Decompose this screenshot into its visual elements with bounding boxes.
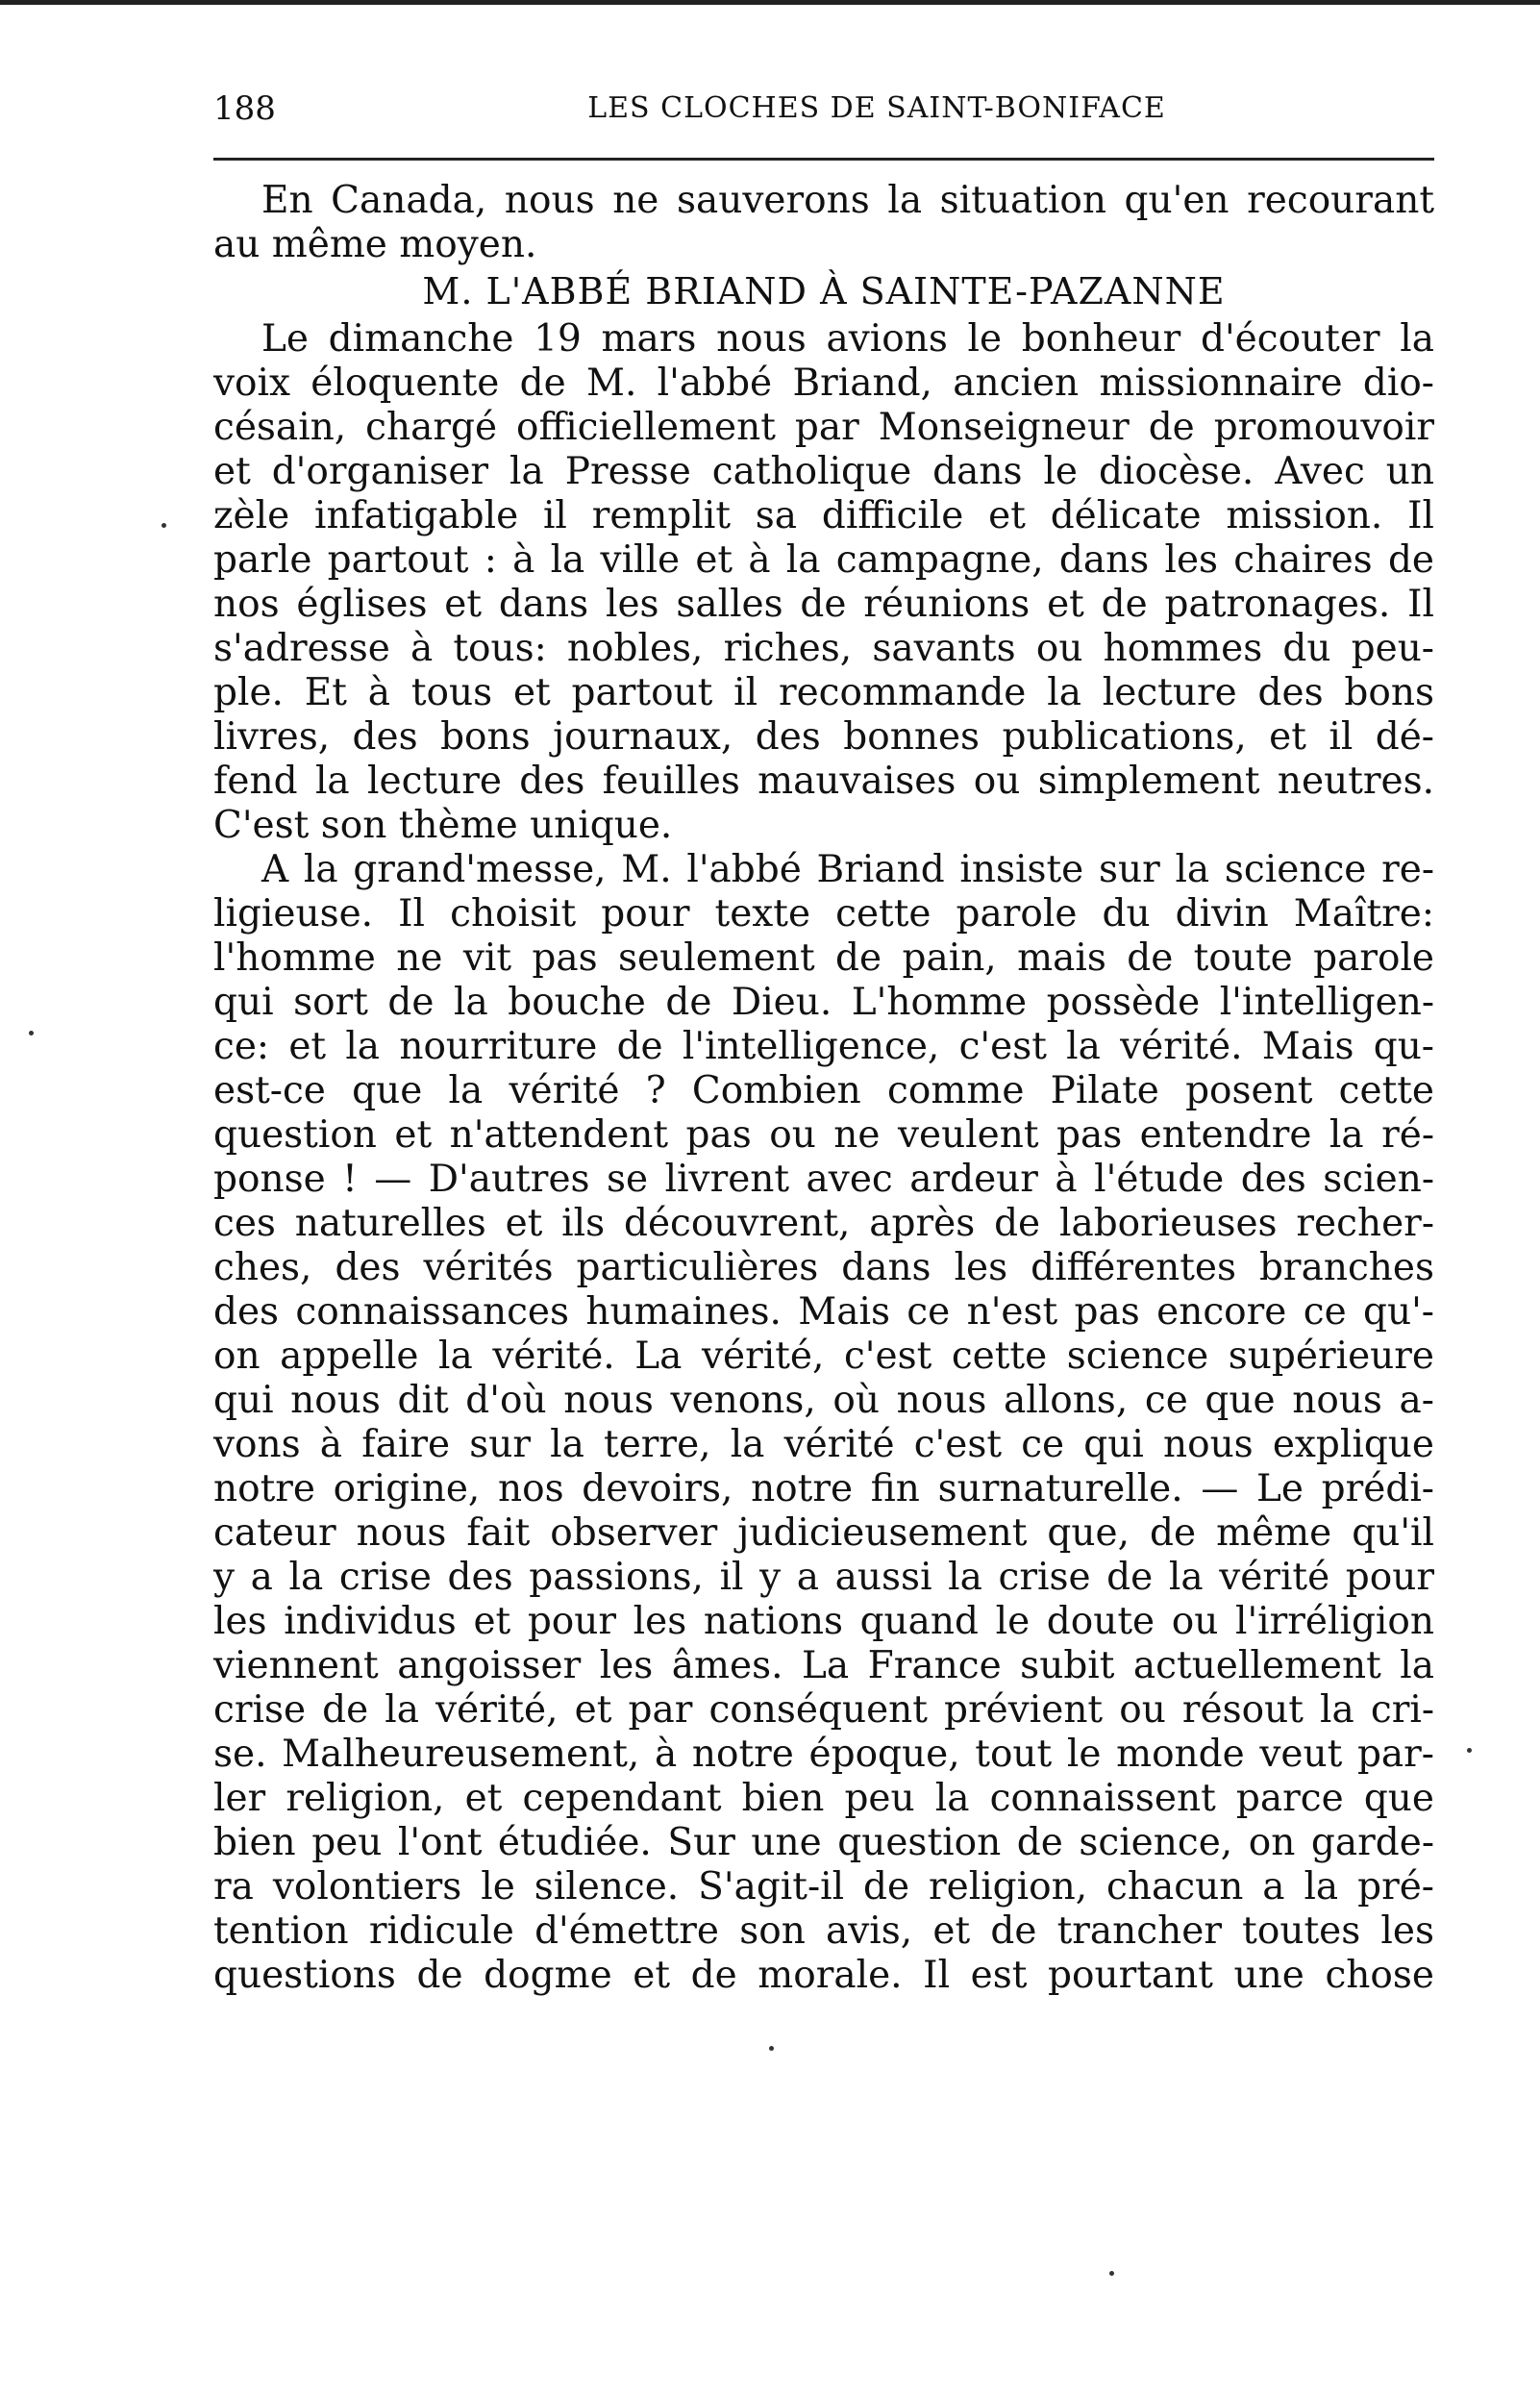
text-line: parle partout : à la ville et à la campagne, dans les chaires de [213, 538, 1434, 582]
text-line: qui sort de la bouche de Dieu. L'homme possède l'intelligen- [213, 981, 1434, 1024]
text-line: bien peu l'ont étudiée. Sur une question de science, on garde- [213, 1821, 1434, 1864]
header-rule [213, 158, 1434, 161]
text-line: questions de dogme et de morale. Il est pourtant une chose [213, 1954, 1434, 1997]
text-line: fend la lecture des feuilles mauvaises ou simplement neutres. [213, 760, 1434, 803]
text-line: voix éloquente de M. l'abbé Briand, ancien missionnaire dio- [213, 362, 1434, 405]
text-line: C'est son thème unique. [213, 804, 673, 847]
text-line: et d'organiser la Presse catholique dans le diocèse. Avec un [213, 450, 1434, 493]
body-text [213, 179, 1434, 1998]
text-line: qui nous dit d'où nous venons, où nous allons, ce que nous a- [213, 1379, 1434, 1422]
print-speck [161, 523, 166, 528]
text-line: au même moyen. [213, 223, 537, 266]
text-line: Le dimanche 19 mars nous avions le bonheur d'écouter la [261, 317, 1434, 361]
paragraph-1 [213, 317, 1434, 848]
print-speck [1109, 2271, 1114, 2276]
text-line: tention ridicule d'émettre son avis, et de trancher toutes les [213, 1909, 1434, 1953]
text-line: ple. Et à tous et partout il recommande la lecture des bons [213, 671, 1434, 714]
text-line: ligieuse. Il choisit pour texte cette parole du divin Maître: [213, 892, 1434, 936]
page-top-border [0, 0, 1540, 5]
intro-paragraph [213, 179, 1434, 267]
text-line: zèle infatigable il remplit sa difficile et délicate mission. Il [213, 494, 1434, 537]
text-line: s'adresse à tous: nobles, riches, savants ou hommes du peu- [213, 627, 1434, 670]
text-line: nos églises et dans les salles de réunions et de patronages. Il [213, 583, 1434, 626]
page-header [213, 85, 1434, 133]
text-line: ce: et la nourriture de l'intelligence, c'est la vérité. Mais qu- [213, 1025, 1434, 1068]
text-line: ches, des vérités particulières dans les différentes branches [213, 1246, 1434, 1289]
print-speck [769, 2046, 774, 2051]
text-line: ponse ! — D'autres se livrent avec ardeur à l'étude des scien- [213, 1158, 1434, 1201]
text-line: ces naturelles et ils découvrent, après de laborieuses recher- [213, 1202, 1434, 1245]
page-number: 188 [213, 89, 276, 128]
section-heading: M. L'ABBÉ BRIAND À SAINTE-PAZANNE [422, 270, 1226, 312]
text-line: césain, chargé officiellement par Monseigneur de promouvoir [213, 406, 1434, 449]
text-line: ler religion, et cependant bien peu la connaissent parce que [213, 1777, 1434, 1820]
text-line: livres, des bons journaux, des bonnes publications, et il dé- [213, 715, 1434, 759]
text-line: cateur nous fait observer judicieusement que, de même qu'il [213, 1511, 1434, 1555]
text-line: y a la crise des passions, il y a aussi la crise de la vérité pour [213, 1556, 1434, 1599]
text-line: est-ce que la vérité ? Combien comme Pilate posent cette [213, 1069, 1434, 1112]
paragraph-2 [213, 848, 1434, 1998]
text-line: l'homme ne vit pas seulement de pain, mais de toute parole [213, 936, 1434, 980]
text-line: vons à faire sur la terre, la vérité c'est ce qui nous explique [213, 1423, 1434, 1466]
text-line: viennent angoisser les âmes. La France subit actuellement la [213, 1644, 1434, 1687]
print-speck [1467, 1748, 1472, 1753]
text-line: question et n'attendent pas ou ne veulent pas entendre la ré- [213, 1113, 1434, 1157]
text-line: les individus et pour les nations quand le doute ou l'irréligion [213, 1600, 1434, 1643]
print-speck [29, 1031, 34, 1035]
text-line: crise de la vérité, et par conséquent prévient ou résout la cri- [213, 1688, 1434, 1732]
text-line: se. Malheureusement, à notre époque, tout le monde veut par- [213, 1733, 1434, 1776]
text-line: A la grand'messe, M. l'abbé Briand insiste sur la science re- [261, 848, 1434, 891]
text-line: des connaissances humaines. Mais ce n'est pas encore ce qu'- [213, 1290, 1434, 1334]
text-line: ra volontiers le silence. S'agit-il de religion, chacun a la pré- [213, 1865, 1434, 1909]
text-line: En Canada, nous ne sauverons la situation qu'en recourant [261, 179, 1434, 222]
running-title: LES CLOCHES DE SAINT-BONIFACE [587, 91, 1166, 125]
text-line: on appelle la vérité. La vérité, c'est cette science supérieure [213, 1335, 1434, 1378]
text-line: notre origine, nos devoirs, notre fin surnaturelle. — Le prédi- [213, 1467, 1434, 1510]
